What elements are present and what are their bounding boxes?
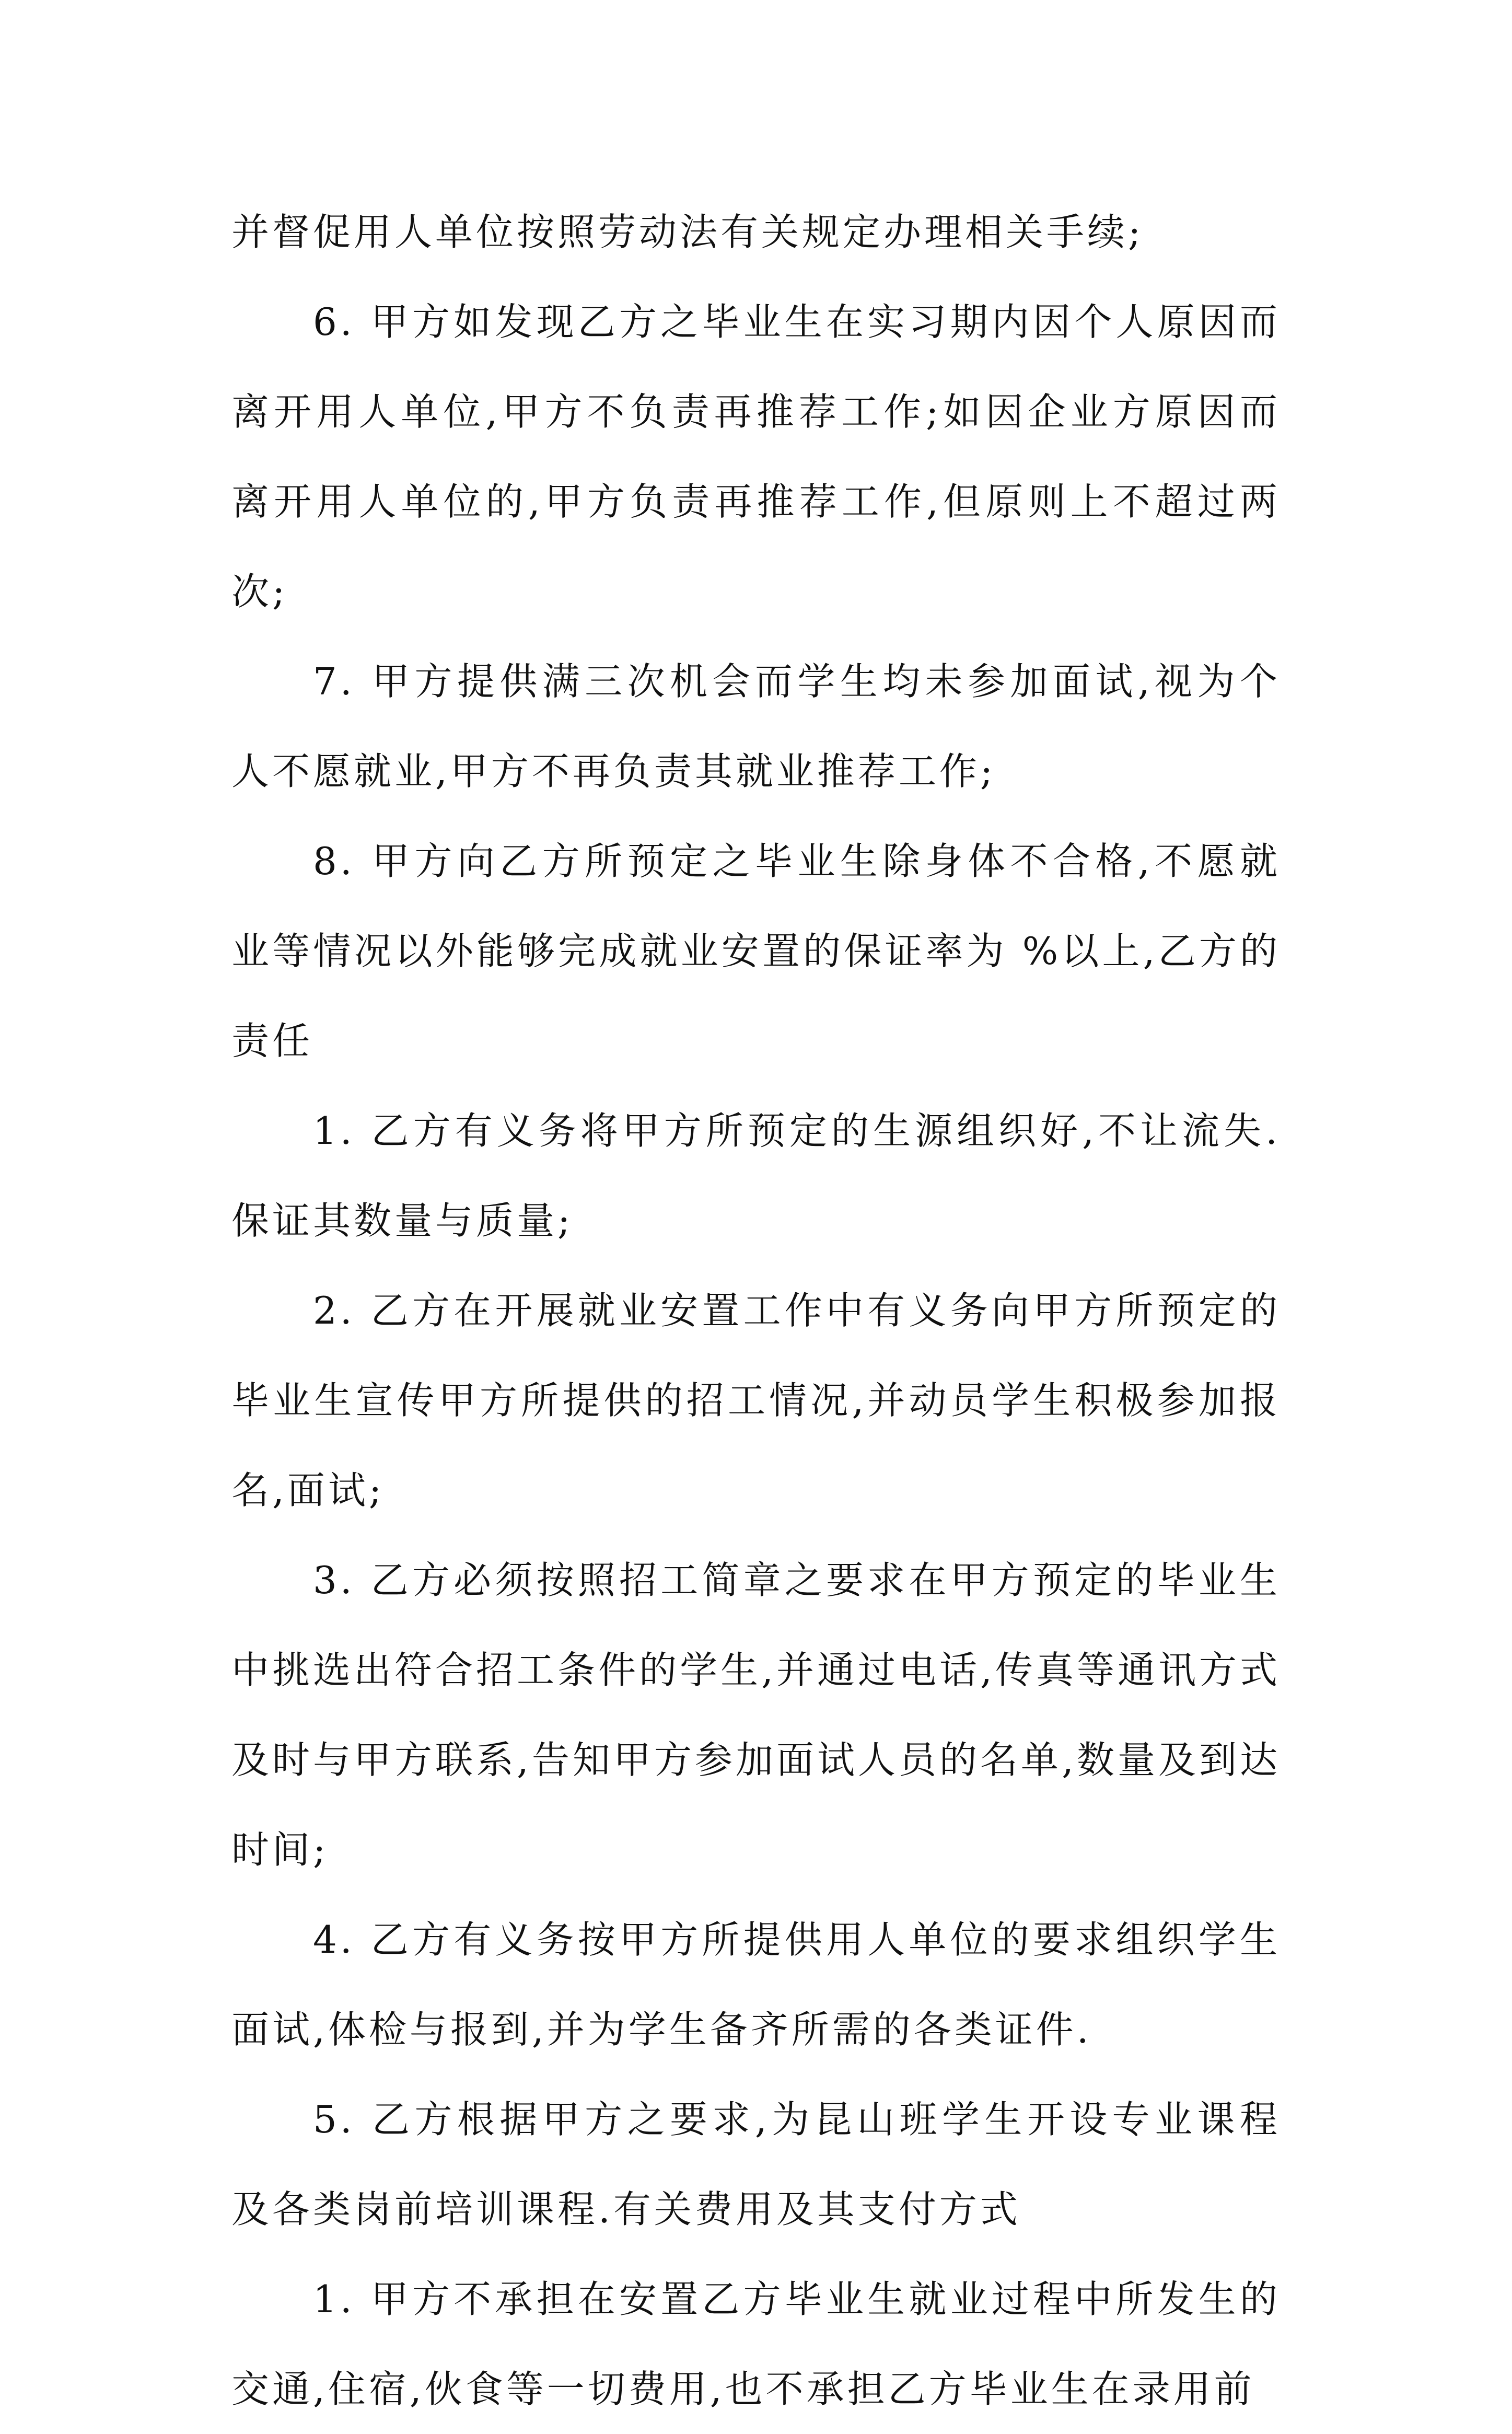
paragraph-item-6: 6. 甲方如发现乙方之毕业生在实习期内因个人原因而离开用人单位,甲方不负责再推荐工作;如因企业方原因而离开用人单位的,甲方负责再推荐工作,但原则上不超过两次; [231,300,1281,613]
paragraph-continuation: 并督促用人单位按照劳动法有关规定办理相关手续; [231,210,1144,254]
paragraph-fees-item-1: 1. 甲方不承担在安置乙方毕业生就业过程中所发生的交通,住宿,伙食等一切费用,也不承担乙方毕业生在录用前 [231,2277,1281,2411]
paragraph-party-b-item-4: 4. 乙方有义务按甲方所提供用人单位的要求组织学生面试,体检与报到,并为学生备齐所需的各类证件. [231,1918,1281,2051]
paragraph-party-b-item-1: 1. 乙方有义务将甲方所预定的生源组织好,不让流失.保证其数量与质量; [231,1109,1281,1243]
document-body [231,187,1281,2434]
paragraph-item-7: 7. 甲方提供满三次机会而学生均未参加面试,视为个人不愿就业,甲方不再负责其就业推荐工作; [231,659,1281,793]
paragraph-party-b-item-3: 3. 乙方必须按照招工简章之要求在甲方预定的毕业生中挑选出符合招工条件的学生,并通过电话,传真等通讯方式及时与甲方联系,告知甲方参加面试人员的名单,数量及到达时间; [231,1558,1281,1872]
paragraph-item-8: 8. 甲方向乙方所预定之毕业生除身体不合格,不愿就业等情况以外能够完成就业安置的保证率为 %以上,乙方的责任 [231,839,1281,1063]
paragraph-party-b-item-5: 5. 乙方根据甲方之要求,为昆山班学生开设专业课程及各类岗前培训课程.有关费用及其支付方式 [231,2097,1281,2231]
paragraph-party-b-item-2: 2. 乙方在开展就业安置工作中有义务向甲方所预定的毕业生宣传甲方所提供的招工情况,并动员学生积极参加报名,面试; [231,1289,1281,1512]
